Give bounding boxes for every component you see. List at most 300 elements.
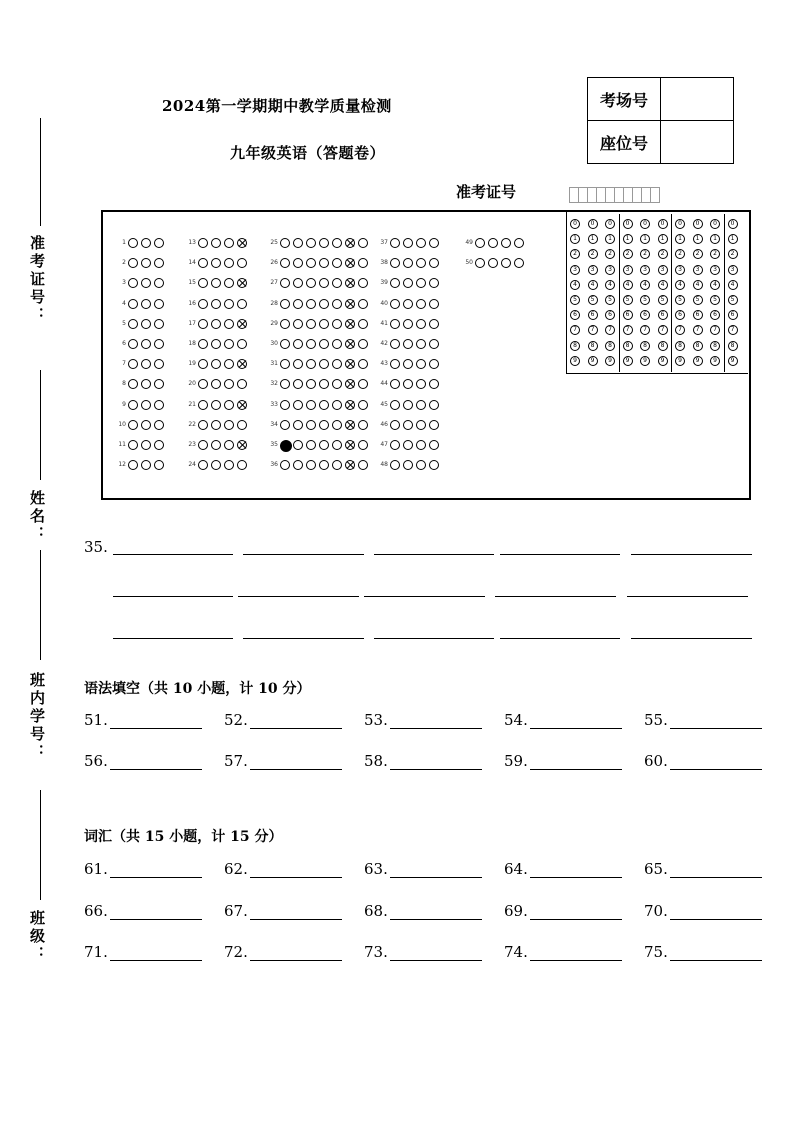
answer-bubble[interactable] [198, 299, 208, 309]
answer-bubble[interactable] [306, 319, 316, 329]
bubble-question-number: 7 [122, 360, 126, 368]
answer-bubble[interactable] [154, 440, 164, 450]
answer-bubble[interactable] [358, 319, 368, 329]
answer-bubble[interactable] [293, 319, 303, 329]
answer-blank[interactable] [250, 907, 342, 920]
id-digit-bubble[interactable]: 1 [570, 234, 580, 244]
answer-bubble[interactable] [224, 319, 234, 329]
id-digit-bubble[interactable]: 1 [640, 234, 650, 244]
answer-blank[interactable] [670, 907, 762, 920]
answer-bubble[interactable] [358, 400, 368, 410]
answer-bubble[interactable] [390, 339, 400, 349]
answer-number: 51. [84, 711, 108, 729]
answer-bubble[interactable] [358, 339, 368, 349]
q35-answer-line[interactable] [113, 596, 233, 597]
answer-bubble[interactable] [280, 440, 292, 452]
answer-bubble[interactable] [429, 319, 439, 329]
id-digit-bubble[interactable]: 7 [693, 325, 703, 335]
answer-bubble[interactable] [224, 440, 234, 450]
answer-bubble[interactable] [306, 420, 316, 430]
answer-bubble[interactable] [358, 420, 368, 430]
q35-answer-line[interactable] [631, 554, 752, 555]
answer-blank[interactable] [390, 907, 482, 920]
id-digit-bubble[interactable]: 6 [623, 310, 633, 320]
id-digit-bubble[interactable]: 4 [570, 280, 580, 290]
q35-answer-line[interactable] [374, 554, 494, 555]
id-digit-bubble[interactable]: 9 [693, 356, 703, 366]
q35-answer-line[interactable] [500, 554, 620, 555]
id-digit-bubble[interactable]: 9 [623, 356, 633, 366]
id-digit-bubble[interactable]: 5 [675, 295, 685, 305]
answer-bubble[interactable] [332, 238, 342, 248]
answer-bubble[interactable] [224, 299, 234, 309]
id-digit-bubble[interactable]: 7 [570, 325, 580, 335]
id-digit-bubble[interactable]: 5 [570, 295, 580, 305]
answer-bubble[interactable] [345, 258, 355, 268]
id-digit-bubble[interactable]: 1 [710, 234, 720, 244]
answer-bubble[interactable] [403, 420, 413, 430]
id-digit-bubble[interactable]: 0 [693, 219, 703, 229]
answer-bubble[interactable] [332, 440, 342, 450]
answer-bubble[interactable] [390, 319, 400, 329]
bubble-question-number: 5 [122, 319, 126, 327]
id-digit-bubble[interactable]: 0 [710, 219, 720, 229]
answer-bubble[interactable] [141, 319, 151, 329]
id-digit-bubble[interactable]: 9 [675, 356, 685, 366]
answer-bubble[interactable] [293, 339, 303, 349]
answer-bubble[interactable] [332, 339, 342, 349]
answer-bubble[interactable] [237, 400, 247, 410]
answer-blank[interactable] [250, 716, 342, 729]
name-label: 姓名： [28, 490, 46, 544]
answer-bubble[interactable] [345, 400, 355, 410]
answer-number: 56. [84, 752, 108, 770]
q35-answer-line[interactable] [238, 596, 359, 597]
id-digit-bubble[interactable]: 2 [658, 249, 668, 259]
id-digit-bubble[interactable]: 3 [570, 265, 580, 275]
id-digit-bubble[interactable]: 2 [640, 249, 650, 259]
answer-bubble[interactable] [345, 339, 355, 349]
answer-blank[interactable] [250, 948, 342, 961]
answer-bubble[interactable] [403, 319, 413, 329]
answer-bubble[interactable] [390, 400, 400, 410]
id-digit-bubble[interactable]: 3 [588, 265, 598, 275]
answer-bubble[interactable] [416, 420, 426, 430]
answer-bubble[interactable] [198, 238, 208, 248]
answer-bubble[interactable] [280, 319, 290, 329]
id-digit-bubble[interactable]: 1 [588, 234, 598, 244]
id-digit-bubble[interactable]: 4 [588, 280, 598, 290]
id-digit-bubble[interactable]: 1 [728, 234, 738, 244]
answer-bubble[interactable] [154, 400, 164, 410]
id-digit-bubble[interactable]: 7 [605, 325, 615, 335]
answer-bubble[interactable] [128, 400, 138, 410]
q35-answer-line[interactable] [500, 638, 620, 639]
id-digit-bubble[interactable]: 4 [728, 280, 738, 290]
id-digit-bubble[interactable]: 5 [588, 295, 598, 305]
id-digit-bubble[interactable]: 0 [623, 219, 633, 229]
answer-bubble[interactable] [293, 400, 303, 410]
bubble-question-number: 48 [380, 461, 388, 469]
answer-blank[interactable] [250, 865, 342, 878]
id-digit-bubble[interactable]: 3 [675, 265, 685, 275]
answer-bubble[interactable] [332, 319, 342, 329]
answer-bubble[interactable] [390, 299, 400, 309]
id-digit-bubble[interactable]: 0 [588, 219, 598, 229]
answer-blank[interactable] [250, 757, 342, 770]
id-digit-bubble[interactable]: 2 [710, 249, 720, 259]
answer-bubble[interactable] [429, 339, 439, 349]
answer-bubble[interactable] [211, 339, 221, 349]
answer-bubble[interactable] [154, 420, 164, 430]
answer-blank[interactable] [110, 865, 202, 878]
id-digit-bubble[interactable]: 7 [675, 325, 685, 335]
answer-bubble[interactable] [345, 319, 355, 329]
answer-blank[interactable] [530, 716, 622, 729]
id-digit-bubble[interactable]: 1 [675, 234, 685, 244]
answer-bubble[interactable] [429, 299, 439, 309]
answer-bubble[interactable] [514, 238, 524, 248]
zkzh-label: 准考证号 [456, 183, 517, 201]
id-digit-bubble[interactable]: 4 [640, 280, 650, 290]
answer-bubble[interactable] [345, 379, 355, 389]
id-digit-bubble[interactable]: 0 [640, 219, 650, 229]
id-digit-bubble[interactable]: 0 [658, 219, 668, 229]
id-digit-bubble[interactable]: 3 [623, 265, 633, 275]
answer-blank[interactable] [530, 948, 622, 961]
id-digit-bubble[interactable]: 8 [570, 341, 580, 351]
id-digit-bubble[interactable]: 0 [728, 219, 738, 229]
answer-bubble[interactable] [237, 299, 247, 309]
bubble-question-number: 11 [118, 441, 126, 448]
margin-line [40, 118, 41, 226]
answer-bubble[interactable] [237, 278, 247, 288]
id-digit-bubble[interactable]: 8 [658, 341, 668, 351]
q35-answer-line[interactable] [631, 638, 752, 639]
id-digit-bubble[interactable]: 7 [658, 325, 668, 335]
answer-bubble[interactable] [141, 238, 151, 248]
id-digit-bubble[interactable]: 8 [623, 341, 633, 351]
answer-bubble[interactable] [416, 238, 426, 248]
bubble-question-number: 34 [270, 420, 278, 428]
answer-bubble[interactable] [237, 339, 247, 349]
id-digit-bubble[interactable]: 5 [710, 295, 720, 305]
id-digit-bubble[interactable]: 4 [693, 280, 703, 290]
answer-bubble[interactable] [237, 319, 247, 329]
answer-bubble[interactable] [211, 238, 221, 248]
answer-bubble[interactable] [416, 339, 426, 349]
answer-bubble[interactable] [403, 299, 413, 309]
answer-bubble[interactable] [280, 400, 290, 410]
id-digit-bubble[interactable]: 7 [710, 325, 720, 335]
answer-bubble[interactable] [141, 400, 151, 410]
id-digit-bubble[interactable]: 1 [658, 234, 668, 244]
id-digit-bubble[interactable]: 4 [623, 280, 633, 290]
answer-bubble[interactable] [280, 420, 290, 430]
answer-bubble[interactable] [358, 238, 368, 248]
answer-bubble[interactable] [390, 420, 400, 430]
id-digit-bubble[interactable]: 6 [605, 310, 615, 320]
answer-blank[interactable] [530, 757, 622, 770]
id-digit-bubble[interactable]: 0 [605, 219, 615, 229]
answer-bubble[interactable] [319, 420, 329, 430]
id-digit-bubble[interactable]: 7 [588, 325, 598, 335]
answer-bubble[interactable] [198, 319, 208, 329]
answer-blank[interactable] [390, 716, 482, 729]
id-digit-bubble[interactable]: 2 [675, 249, 685, 259]
id-digit-bubble[interactable]: 1 [605, 234, 615, 244]
id-digit-bubble[interactable]: 1 [623, 234, 633, 244]
id-digit-bubble[interactable]: 6 [640, 310, 650, 320]
id-digit-bubble[interactable]: 3 [658, 265, 668, 275]
id-digit-bubble[interactable]: 6 [675, 310, 685, 320]
id-digit-bubble[interactable]: 6 [710, 310, 720, 320]
bubble-question-number: 15 [188, 279, 196, 287]
id-digit-bubble[interactable]: 2 [570, 249, 580, 259]
id-digit-bubble[interactable]: 6 [693, 310, 703, 320]
answer-bubble[interactable] [237, 359, 247, 369]
id-digit-bubble[interactable]: 2 [623, 249, 633, 259]
class-label: 班级： [28, 910, 46, 964]
answer-bubble[interactable] [345, 238, 355, 248]
id-digit-bubble[interactable]: 9 [710, 356, 720, 366]
answer-bubble[interactable] [332, 400, 342, 410]
answer-bubble[interactable] [211, 440, 221, 450]
answer-bubble[interactable] [141, 299, 151, 309]
bubble-question-number: 32 [270, 380, 278, 388]
id-digit-bubble[interactable]: 6 [570, 310, 580, 320]
id-digit-bubble[interactable]: 6 [728, 310, 738, 320]
id-digit-bubble[interactable]: 2 [693, 249, 703, 259]
bubble-question-number: 17 [188, 319, 196, 327]
answer-bubble[interactable] [319, 319, 329, 329]
answer-blank[interactable] [390, 948, 482, 961]
answer-bubble[interactable] [429, 420, 439, 430]
answer-bubble[interactable] [280, 238, 290, 248]
id-digit-bubble[interactable]: 6 [588, 310, 598, 320]
answer-blank[interactable] [530, 907, 622, 920]
answer-bubble[interactable] [224, 400, 234, 410]
answer-bubble[interactable] [198, 420, 208, 430]
id-digit-bubble[interactable]: 2 [605, 249, 615, 259]
answer-bubble[interactable] [345, 420, 355, 430]
id-digit-bubble[interactable]: 3 [640, 265, 650, 275]
answer-bubble[interactable] [154, 319, 164, 329]
answer-bubble[interactable] [319, 299, 329, 309]
answer-item [364, 711, 482, 729]
answer-number: 64. [504, 860, 528, 878]
q35-answer-line[interactable] [627, 596, 748, 597]
id-digit-bubble[interactable]: 5 [605, 295, 615, 305]
answer-bubble[interactable] [211, 299, 221, 309]
id-digit-bubble[interactable]: 5 [693, 295, 703, 305]
answer-bubble[interactable] [198, 440, 208, 450]
id-digit-bubble[interactable]: 9 [605, 356, 615, 366]
answer-blank[interactable] [670, 865, 762, 878]
answer-bubble[interactable] [280, 339, 290, 349]
answer-blank[interactable] [110, 907, 202, 920]
answer-bubble[interactable] [128, 420, 138, 430]
id-digit-bubble[interactable]: 7 [640, 325, 650, 335]
answer-bubble[interactable] [319, 339, 329, 349]
answer-blank[interactable] [390, 865, 482, 878]
id-digit-bubble[interactable]: 8 [605, 341, 615, 351]
q35-answer-line[interactable] [113, 638, 233, 639]
answer-bubble[interactable] [345, 278, 355, 288]
answer-bubble[interactable] [198, 400, 208, 410]
answer-bubble[interactable] [154, 238, 164, 248]
answer-bubble[interactable] [319, 400, 329, 410]
id-digit-bubble[interactable]: 5 [658, 295, 668, 305]
answer-item [644, 943, 762, 961]
answer-bubble[interactable] [211, 400, 221, 410]
answer-bubble[interactable] [141, 339, 151, 349]
id-digit-bubble[interactable]: 9 [640, 356, 650, 366]
answer-bubble[interactable] [141, 440, 151, 450]
answer-bubble[interactable] [429, 238, 439, 248]
q35-answer-line[interactable] [243, 554, 364, 555]
answer-bubble[interactable] [332, 420, 342, 430]
answer-bubble[interactable] [358, 440, 368, 450]
answer-bubble[interactable] [429, 440, 439, 450]
id-digit-bubble[interactable]: 1 [693, 234, 703, 244]
id-digit-bubble[interactable]: 9 [588, 356, 598, 366]
answer-bubble[interactable] [141, 420, 151, 430]
answer-bubble[interactable] [332, 299, 342, 309]
id-digit-bubble[interactable]: 9 [728, 356, 738, 366]
answer-bubble[interactable] [319, 238, 329, 248]
answer-bubble[interactable] [403, 339, 413, 349]
answer-bubble[interactable] [345, 359, 355, 369]
answer-bubble[interactable] [128, 339, 138, 349]
answer-bubble[interactable] [358, 299, 368, 309]
answer-bubble[interactable] [501, 238, 511, 248]
q35-answer-line[interactable] [113, 554, 233, 555]
answer-blank[interactable] [110, 716, 202, 729]
answer-bubble[interactable] [211, 319, 221, 329]
answer-bubble[interactable] [403, 400, 413, 410]
answer-bubble[interactable] [416, 299, 426, 309]
id-digit-bubble[interactable]: 9 [570, 356, 580, 366]
answer-blank[interactable] [110, 757, 202, 770]
answer-bubble[interactable] [128, 299, 138, 309]
answer-bubble[interactable] [319, 440, 329, 450]
answer-blank[interactable] [670, 757, 762, 770]
id-digit-bubble[interactable]: 9 [658, 356, 668, 366]
id-digit-bubble[interactable]: 8 [675, 341, 685, 351]
exam-room-field[interactable] [661, 78, 734, 121]
id-digit-bubble[interactable]: 4 [710, 280, 720, 290]
answer-item [644, 752, 762, 770]
id-digit-bubble[interactable]: 3 [710, 265, 720, 275]
id-digit-bubble[interactable]: 8 [588, 341, 598, 351]
answer-bubble[interactable] [345, 460, 355, 470]
answer-bubble[interactable] [128, 238, 138, 248]
id-digit-bubble[interactable]: 7 [728, 325, 738, 335]
answer-bubble[interactable] [237, 420, 247, 430]
answer-bubble[interactable] [154, 299, 164, 309]
answer-bubble[interactable] [198, 339, 208, 349]
id-digit-bubble[interactable]: 7 [623, 325, 633, 335]
answer-bubble[interactable] [211, 420, 221, 430]
answer-bubble[interactable] [293, 238, 303, 248]
answer-bubble[interactable] [306, 238, 316, 248]
answer-blank[interactable] [670, 716, 762, 729]
id-digit-bubble[interactable]: 4 [675, 280, 685, 290]
answer-number: 52. [224, 711, 248, 729]
answer-bubble[interactable] [416, 319, 426, 329]
id-digit-bubble[interactable]: 3 [728, 265, 738, 275]
id-digit-bubble[interactable]: 0 [675, 219, 685, 229]
id-digit-bubble[interactable]: 6 [658, 310, 668, 320]
answer-bubble[interactable] [306, 339, 316, 349]
id-digit-bubble[interactable]: 0 [570, 219, 580, 229]
answer-blank[interactable] [670, 948, 762, 961]
answer-bubble[interactable] [345, 440, 355, 450]
id-digit-bubble[interactable]: 8 [693, 341, 703, 351]
zkzh-write-cells[interactable] [569, 187, 660, 203]
answer-bubble[interactable] [280, 299, 290, 309]
q35-answer-line[interactable] [374, 638, 494, 639]
answer-bubble[interactable] [390, 238, 400, 248]
answer-blank[interactable] [110, 948, 202, 961]
answer-bubble[interactable] [488, 238, 498, 248]
answer-bubble[interactable] [403, 238, 413, 248]
answer-bubble[interactable] [237, 238, 247, 248]
answer-blank[interactable] [530, 865, 622, 878]
answer-bubble[interactable] [306, 400, 316, 410]
answer-bubble[interactable] [293, 420, 303, 430]
answer-bubble[interactable] [475, 238, 485, 248]
answer-bubble[interactable] [128, 440, 138, 450]
q35-answer-line[interactable] [364, 596, 485, 597]
answer-bubble[interactable] [237, 440, 247, 450]
answer-bubble[interactable] [224, 238, 234, 248]
answer-bubble[interactable] [224, 420, 234, 430]
answer-bubble[interactable] [306, 299, 316, 309]
id-digit-bubble[interactable]: 5 [623, 295, 633, 305]
id-digit-bubble[interactable]: 5 [640, 295, 650, 305]
answer-bubble[interactable] [390, 440, 400, 450]
id-digit-bubble[interactable]: 4 [605, 280, 615, 290]
answer-bubble[interactable] [293, 299, 303, 309]
id-digit-bubble[interactable]: 3 [605, 265, 615, 275]
id-digit-bubble[interactable]: 8 [728, 341, 738, 351]
answer-bubble[interactable] [128, 319, 138, 329]
id-digit-bubble[interactable]: 8 [640, 341, 650, 351]
answer-bubble[interactable] [345, 299, 355, 309]
answer-bubble[interactable] [403, 440, 413, 450]
id-digit-bubble[interactable]: 4 [658, 280, 668, 290]
answer-bubble[interactable] [293, 440, 303, 450]
id-digit-bubble[interactable]: 2 [588, 249, 598, 259]
q35-answer-line[interactable] [243, 638, 364, 639]
answer-bubble[interactable] [416, 440, 426, 450]
id-digit-bubble[interactable]: 8 [710, 341, 720, 351]
answer-item [644, 902, 762, 920]
answer-bubble[interactable] [154, 339, 164, 349]
answer-bubble[interactable] [306, 440, 316, 450]
answer-bubble[interactable] [224, 339, 234, 349]
answer-blank[interactable] [390, 757, 482, 770]
id-digit-bubble[interactable]: 5 [728, 295, 738, 305]
id-digit-bubble[interactable]: 2 [728, 249, 738, 259]
answer-bubble[interactable] [429, 400, 439, 410]
id-digit-bubble[interactable]: 3 [693, 265, 703, 275]
answer-bubble[interactable] [416, 400, 426, 410]
seat-field[interactable] [661, 121, 734, 164]
q35-answer-line[interactable] [495, 596, 616, 597]
